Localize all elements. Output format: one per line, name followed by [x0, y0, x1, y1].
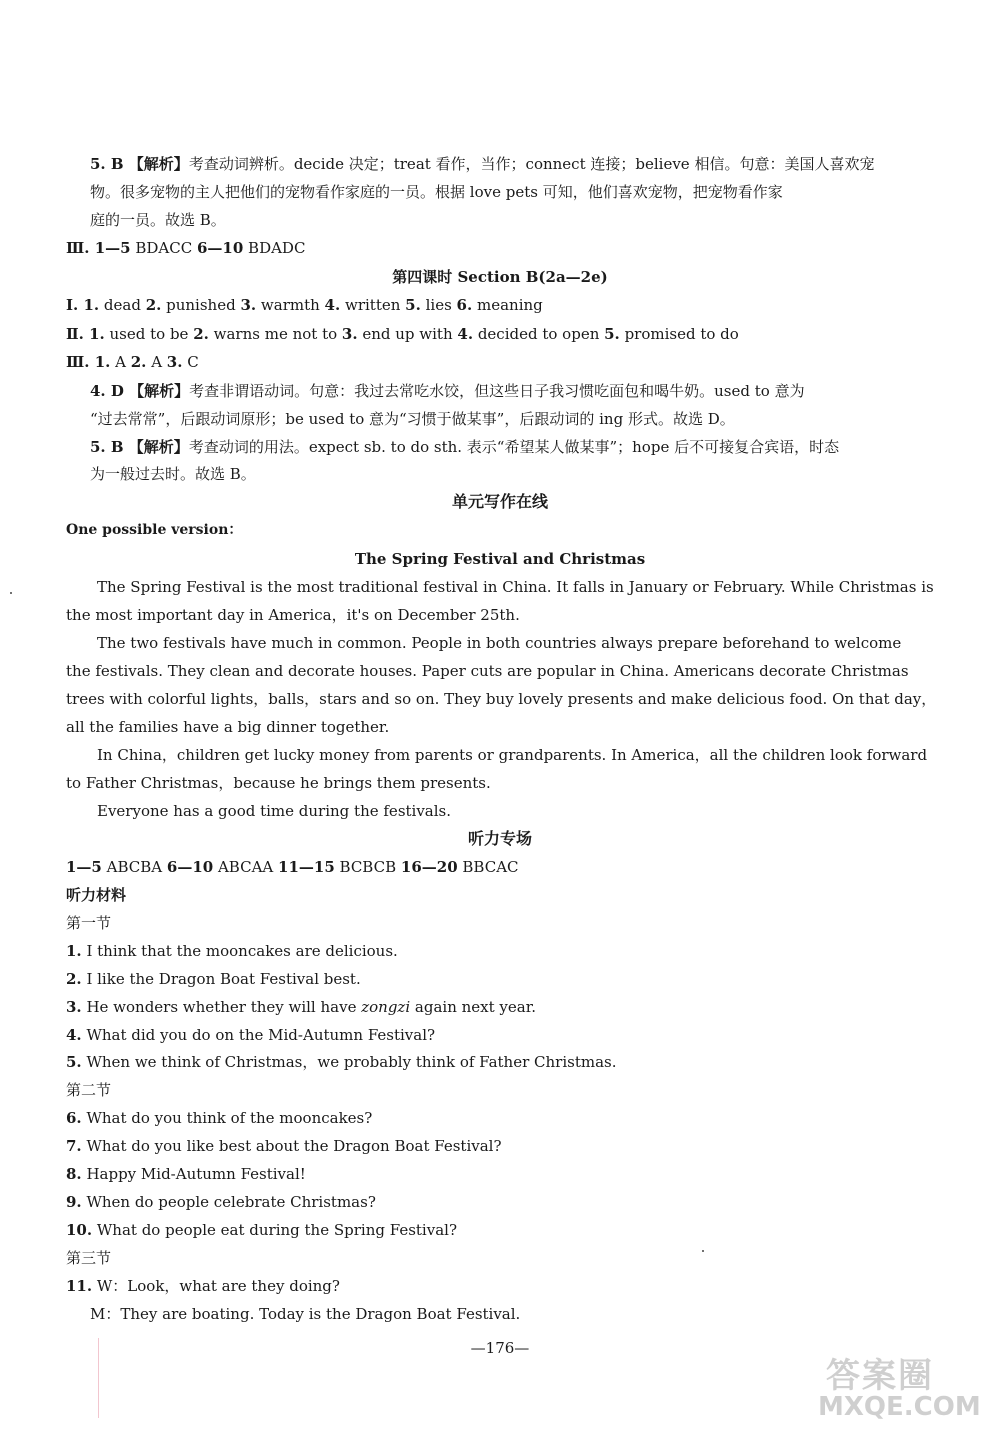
text-run: 3.: [166, 353, 183, 371]
text-run: 1—5: [66, 858, 102, 876]
text-run: M：They are boating. Today is the Dragon Boat Festival.: [90, 1305, 521, 1323]
text-run: 5. B: [90, 438, 129, 456]
text-run: Ⅰ. 1.: [66, 296, 100, 314]
text-run: Ⅲ. 1—5: [66, 239, 131, 257]
line: [66, 914, 111, 932]
text-run: 2.: [66, 970, 82, 988]
text-run: 庭的一员。故选 B。: [90, 211, 226, 229]
text-run: 6—10: [166, 858, 214, 876]
text-run: When do people celebrate Christmas?: [81, 1193, 376, 1211]
page-number: —176—: [470, 1339, 530, 1357]
line: [66, 239, 305, 257]
text-run: BDADC: [243, 239, 306, 257]
essay-line: [66, 690, 936, 708]
essay-line: [97, 578, 934, 596]
essay-line: [97, 746, 927, 764]
text-run: 11.: [66, 1277, 93, 1295]
text-run: 第三节: [66, 1249, 112, 1267]
text-run: end up with: [357, 325, 458, 343]
text-run: 5.: [66, 1053, 82, 1071]
line: [66, 942, 398, 960]
text-run: “过去常常”，后跟动词原形；be used to 意为“习惯于做某事”，后跟动词的 ing 形式。故选 D。: [90, 410, 735, 428]
text-run: to Father Christmas，because he brings them presents.: [66, 774, 491, 792]
text-run: 4.: [66, 1026, 82, 1044]
essay-line: [66, 718, 389, 736]
text-run: A: [146, 353, 167, 371]
text-run: 第四课时 Section B(2a—2e): [392, 268, 608, 286]
text-run: used to be: [104, 325, 194, 343]
text-run: One possible version：: [66, 522, 243, 538]
line: [66, 296, 543, 314]
text-run: 听力专场: [467, 829, 532, 848]
text-run: 2.: [193, 325, 209, 343]
line: [66, 1137, 502, 1155]
text-run: written: [340, 296, 406, 314]
line: [90, 382, 805, 400]
text-run: A: [110, 353, 131, 371]
line: [66, 1109, 372, 1127]
text-run: 9.: [66, 1193, 82, 1211]
text-run: ABCAA: [213, 858, 279, 876]
line: [66, 1221, 457, 1239]
watermark-text-top: 答案圈: [826, 1356, 934, 1396]
text-run: I like the Dragon Boat Festival best.: [81, 970, 361, 988]
line: [66, 1026, 435, 1044]
line: [66, 1249, 111, 1267]
text-run: 考查动词的用法。expect sb. to do sth. 表示“希望某人做某事”；hope 后不可接复合宾语，时态: [188, 438, 840, 456]
text-run: 考查动词辨析。decide 决定；treat 看作，当作；connect 连接；believe 相信。句意：美国人喜欢宠: [188, 155, 875, 173]
essay-line: [66, 662, 909, 680]
text-run: BBCAC: [457, 858, 519, 876]
text-run: trees with colorful lights，balls，stars and so on. They buy lovely presents and make delicious food. On that day，: [66, 690, 937, 708]
text-run: What do you think of the mooncakes?: [81, 1109, 373, 1127]
line: [66, 886, 126, 904]
text-run: In China，children get lucky money from parents or grandparents. In America，all the children look forward: [97, 746, 928, 764]
text-run: What did you do on the Mid-Autumn Festival?: [81, 1026, 436, 1044]
text-run: the most important day in America，it's on December 25th.: [66, 606, 520, 624]
text-run: zongzi: [361, 998, 411, 1016]
line: [66, 1277, 340, 1295]
text-run: 6.: [456, 296, 473, 314]
section-heading: [0, 493, 1000, 511]
text-run: 2.: [130, 353, 147, 371]
text-run: 11—15: [278, 858, 335, 876]
line: [66, 353, 199, 371]
text-run: 第一节: [66, 914, 112, 932]
essay-line: [97, 802, 451, 820]
line: [90, 183, 783, 201]
line: [66, 325, 739, 343]
text-run: promised to do: [619, 325, 739, 343]
text-run: warmth: [256, 296, 325, 314]
line: [66, 1081, 111, 1099]
text-run: 4.: [457, 325, 474, 343]
text-run: 4.: [324, 296, 341, 314]
text-run: BCBCB: [334, 858, 401, 876]
text-run: meaning: [472, 296, 543, 314]
text-run: 2.: [145, 296, 162, 314]
text-run: The Spring Festival and Christmas: [354, 550, 646, 568]
watermark-logo: [818, 1348, 988, 1426]
line: [90, 438, 839, 456]
text-run: 16—20: [400, 858, 458, 876]
essay-title: [0, 550, 1000, 568]
line: [66, 1165, 306, 1183]
text-run: dead: [99, 296, 146, 314]
line: [66, 521, 242, 539]
line: [90, 1305, 520, 1323]
text-run: 单元写作在线: [451, 492, 548, 511]
text-run: 5. B: [90, 155, 129, 173]
text-run: Everyone has a good time during the festivals.: [97, 802, 452, 820]
text-run: 7.: [66, 1137, 82, 1155]
line: [66, 1193, 376, 1211]
line: [90, 465, 256, 483]
line: [90, 211, 226, 229]
watermark-text-bottom: MXQE.COM: [818, 1392, 981, 1422]
text-run: 【解析】: [128, 155, 189, 173]
text-run: decided to open: [473, 325, 605, 343]
line: [90, 155, 874, 173]
scan-speck: [10, 592, 12, 594]
line: [90, 410, 735, 428]
text-run: 听力材料: [66, 886, 127, 904]
section-heading: [0, 830, 1000, 848]
text-run: W：Look，what are they doing?: [92, 1277, 340, 1295]
text-run: 4. D: [90, 382, 130, 400]
scan-speck: [702, 1250, 704, 1252]
text-run: The two festivals have much in common. People in both countries always prepare beforehand to welcome: [97, 634, 902, 652]
text-run: Happy Mid-Autumn Festival!: [81, 1165, 306, 1183]
text-run: 10.: [66, 1221, 93, 1239]
text-run: 1.: [66, 942, 82, 960]
essay-line: [97, 634, 901, 652]
text-run: all the families have a big dinner together.: [66, 718, 390, 736]
text-run: Ⅱ. 1.: [66, 325, 105, 343]
text-run: He wonders whether they will have: [81, 998, 362, 1016]
line: [66, 1053, 617, 1071]
essay-line: [66, 774, 491, 792]
text-run: 5.: [405, 296, 421, 314]
text-run: 8.: [66, 1165, 82, 1183]
text-run: 3.: [240, 296, 257, 314]
text-run: Ⅲ. 1.: [66, 353, 111, 371]
text-run: 【解析】: [129, 382, 190, 400]
text-run: 物。很多宠物的主人把他们的宠物看作家庭的一员。根据 love pets 可知，他们喜欢宠物，把宠物看作家: [90, 183, 783, 201]
text-run: 3.: [341, 325, 358, 343]
section-heading: [0, 268, 1000, 286]
text-run: punished: [161, 296, 241, 314]
line: [66, 998, 536, 1016]
text-run: ABCBA: [101, 858, 167, 876]
text-run: What do people eat during the Spring Festival?: [92, 1221, 457, 1239]
text-run: 【解析】: [128, 438, 189, 456]
text-run: the festivals. They clean and decorate houses. Paper cuts are popular in China. Americans decorate Christmas: [66, 662, 909, 680]
text-run: lies: [420, 296, 457, 314]
line: [66, 970, 361, 988]
text-run: 为一般过去时。故选 B。: [90, 465, 256, 483]
text-run: 考查非谓语动词。句意：我过去常吃水饺，但这些日子我习惯吃面包和喝牛奶。used to 意为: [189, 382, 805, 400]
text-run: What do you like best about the Dragon Boat Festival?: [81, 1137, 502, 1155]
text-run: The Spring Festival is the most traditional festival in China. It falls in January or February. While Christmas is: [97, 578, 934, 596]
text-run: warns me not to: [208, 325, 342, 343]
text-run: 5.: [604, 325, 620, 343]
essay-line: [66, 606, 520, 624]
text-run: C: [182, 353, 199, 371]
text-run: 3.: [66, 998, 82, 1016]
text-run: 6—10: [196, 239, 244, 257]
text-run: 第二节: [66, 1081, 112, 1099]
text-run: BDACC: [130, 239, 197, 257]
text-run: When we think of Christmas，we probably think of Father Christmas.: [81, 1053, 617, 1071]
text-run: again next year.: [410, 998, 536, 1016]
line: [66, 858, 519, 876]
text-run: 6.: [66, 1109, 82, 1127]
text-run: I think that the mooncakes are delicious.: [81, 942, 398, 960]
